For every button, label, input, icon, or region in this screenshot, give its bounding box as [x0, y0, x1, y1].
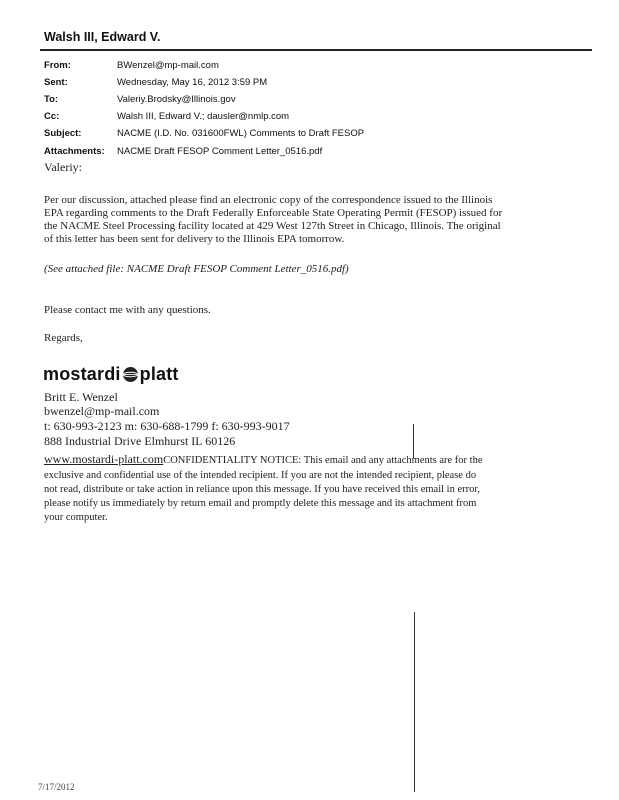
from-row [44, 60, 219, 72]
sent-value: Wednesday, May 16, 2012 3:59 PM [117, 77, 268, 88]
company-logo [43, 364, 179, 388]
disclaimer-line: not read, distribute or take action in reliance upon this message. If you have received this email in error, [44, 484, 481, 495]
print-date: 7/17/2012 [38, 782, 75, 792]
attachments-label: Attachments: [44, 146, 105, 157]
cc-label: Cc: [44, 111, 60, 122]
subject-label: Subject: [44, 128, 82, 139]
logo-left-text: mostardi [43, 364, 121, 384]
mailbox-owner-name: Walsh III, Edward V. [44, 30, 161, 44]
paragraph-line: EPA regarding comments to the Draft Federally Enforceable State Operating Permit (FESOP) issued for [44, 207, 503, 219]
attachments-value[interactable]: NACME Draft FESOP Comment Letter_0516.pdf [117, 146, 323, 157]
globe-icon [122, 366, 139, 388]
from-label: From: [44, 60, 71, 71]
disclaimer-notice: CONFIDENTIALITY NOTICE: This email and any attachments are for the [163, 455, 483, 466]
website-link[interactable]: www.mostardi-platt.com [44, 452, 164, 466]
sent-label: Sent: [44, 77, 68, 88]
paragraph-line: the NACME Steel Processing facility located at 429 West 127th Street in Chicago, Illinois. The original [44, 220, 501, 232]
subject-value: NACME (I.D. No. 031600FWL) Comments to Draft FESOP [117, 128, 365, 139]
signature-phones: t: 630-993-2123 m: 630-688-1799 f: 630-993-9017 [44, 419, 290, 433]
disclaimer-line: exclusive and confidential use of the intended recipient. If you are not the intended recipient, please do [44, 470, 477, 481]
salutation: Valeriy: [44, 160, 82, 174]
signature-name: Britt E. Wenzel [44, 390, 118, 404]
attachment-note[interactable]: (See attached file: NACME Draft FESOP Comment Letter_0516.pdf) [44, 263, 349, 275]
to-label: To: [44, 94, 59, 105]
header-divider [40, 49, 592, 51]
closing-line: Please contact me with any questions. [44, 304, 211, 316]
scan-artifact-line [413, 424, 414, 458]
from-value: BWenzel@mp-mail.com [117, 60, 219, 71]
to-value: Valeriy.Brodsky@Illinois.gov [117, 94, 236, 105]
disclaimer-line: your computer. [44, 512, 108, 523]
to-row [44, 94, 236, 106]
regards: Regards, [44, 332, 83, 344]
logo-right-text: platt [139, 364, 179, 384]
disclaimer-first-line [44, 453, 483, 467]
signature-email[interactable]: bwenzel@mp-mail.com [44, 404, 160, 418]
cc-value: Walsh III, Edward V.; dausler@nmlp.com [117, 111, 290, 122]
paragraph-line: Per our discussion, attached please find an electronic copy of the correspondence issued to the Illinois [44, 194, 493, 206]
paragraph-line: of this letter has been sent for delivery to the Illinois EPA tomorrow. [44, 233, 345, 245]
subject-row [44, 128, 364, 140]
scan-artifact-line [414, 612, 415, 792]
signature-address: 888 Industrial Drive Elmhurst IL 60126 [44, 434, 236, 448]
disclaimer-line: please notify us immediately by return email and promptly delete this message and its attachment from [44, 498, 477, 509]
sent-row [44, 77, 267, 89]
cc-row [44, 111, 289, 123]
attachments-row [44, 146, 322, 158]
